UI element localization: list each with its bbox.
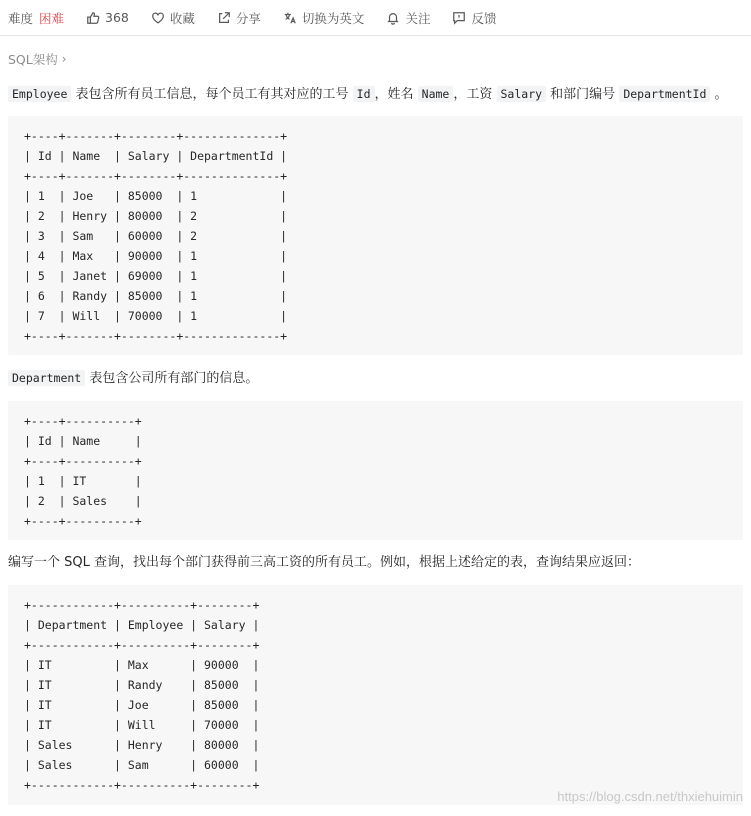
result-table-line: | IT | Max | 90000 | (24, 658, 260, 672)
feedback-button[interactable] (452, 9, 496, 27)
employee-table-line: | 5 | Janet | 69000 | 1 | (24, 269, 288, 283)
watermark: https://blog.csdn.net/thxiehuimin (557, 789, 743, 804)
heart-icon (151, 11, 165, 25)
chevron-right-icon: › (61, 52, 67, 66)
department-id-code: DepartmentId (619, 86, 710, 102)
department-table-block (8, 401, 743, 540)
result-table-line: +------------+----------+--------+ (24, 778, 260, 792)
share-button[interactable] (217, 9, 261, 27)
department-table-line: +----+----------+ (24, 514, 142, 528)
difficulty-value: 困难 (39, 10, 65, 26)
follow-button[interactable] (386, 9, 430, 27)
employee-table-line: | 3 | Sam | 60000 | 2 | (24, 229, 288, 243)
department-description (8, 367, 743, 390)
breadcrumb-category[interactable]: SQL架构 (8, 52, 58, 67)
department-table-line: +----+----------+ (24, 454, 142, 468)
translate-icon (283, 11, 297, 25)
result-table-line: | IT | Will | 70000 | (24, 718, 260, 732)
like-count: 368 (105, 10, 129, 25)
name-code: Name (418, 86, 454, 102)
intro-text-2: ，姓名 (374, 87, 418, 102)
result-table-block (8, 585, 743, 805)
intro-text-3: ，工资 (453, 87, 497, 102)
employee-description (8, 83, 743, 106)
switch-language-label: 切换为英文 (301, 10, 365, 26)
task-description: 编写一个 SQL 查询，找出每个部门获得前三高工资的所有员工。例如，根据上述给定的表，查询结果应返回： (8, 555, 640, 570)
result-table-line: | IT | Joe | 85000 | (24, 698, 260, 712)
employee-table-line: +----+-------+--------+--------------+ (24, 129, 288, 143)
switch-language-button[interactable] (283, 9, 365, 27)
department-table-line: | 2 | Sales | (24, 494, 142, 508)
id-code: Id (353, 86, 375, 102)
result-table-line: | Sales | Henry | 80000 | (24, 738, 260, 752)
favorite-label: 收藏 (169, 10, 195, 26)
favorite-button[interactable] (151, 9, 195, 27)
department-code: Department (8, 370, 85, 386)
difficulty-label: 难度 (8, 10, 34, 26)
follow-label: 关注 (405, 10, 431, 26)
intro-text-1: 表包含所有员工信息，每个员工有其对应的工号 (71, 87, 353, 102)
department-table-line: | Id | Name | (24, 434, 142, 448)
employee-table-line: | 7 | Will | 70000 | 1 | (24, 309, 288, 323)
problem-toolbar (0, 0, 751, 36)
share-icon (217, 11, 231, 25)
employee-table-line: | 6 | Randy | 85000 | 1 | (24, 289, 288, 303)
bell-icon (386, 11, 400, 25)
salary-code: Salary (497, 86, 547, 102)
difficulty (8, 9, 64, 27)
employee-table-line: | 4 | Max | 90000 | 1 | (24, 249, 288, 263)
intro-text-5: 。 (710, 87, 728, 102)
employee-table-line: | 2 | Henry | 80000 | 2 | (24, 209, 288, 223)
feedback-icon (452, 11, 466, 25)
feedback-label: 反馈 (471, 10, 497, 26)
employee-table-line: +----+-------+--------+--------------+ (24, 329, 288, 343)
result-table-line: | IT | Randy | 85000 | (24, 678, 260, 692)
employee-table-line: | 1 | Joe | 85000 | 1 | (24, 189, 288, 203)
result-table-line: +------------+----------+--------+ (24, 598, 260, 612)
employee-table-line: | Id | Name | Salary | DepartmentId | (24, 149, 288, 163)
thumbs-up-icon (86, 11, 100, 25)
intro-text-4: 和部门编号 (546, 87, 620, 102)
department-intro-text: 表包含公司所有部门的信息。 (85, 371, 259, 386)
result-table-line: | Department | Employee | Salary | (24, 618, 260, 632)
result-table-line: +------------+----------+--------+ (24, 638, 260, 652)
breadcrumb[interactable] (8, 50, 67, 68)
employee-code: Employee (8, 86, 71, 102)
department-table-line: | 1 | IT | (24, 474, 142, 488)
share-label: 分享 (235, 10, 261, 26)
employee-table-block (8, 116, 743, 355)
result-table-line: | Sales | Sam | 60000 | (24, 758, 260, 772)
employee-table-line: +----+-------+--------+--------------+ (24, 169, 288, 183)
department-table-line: +----+----------+ (24, 414, 142, 428)
like-button[interactable] (86, 10, 129, 25)
